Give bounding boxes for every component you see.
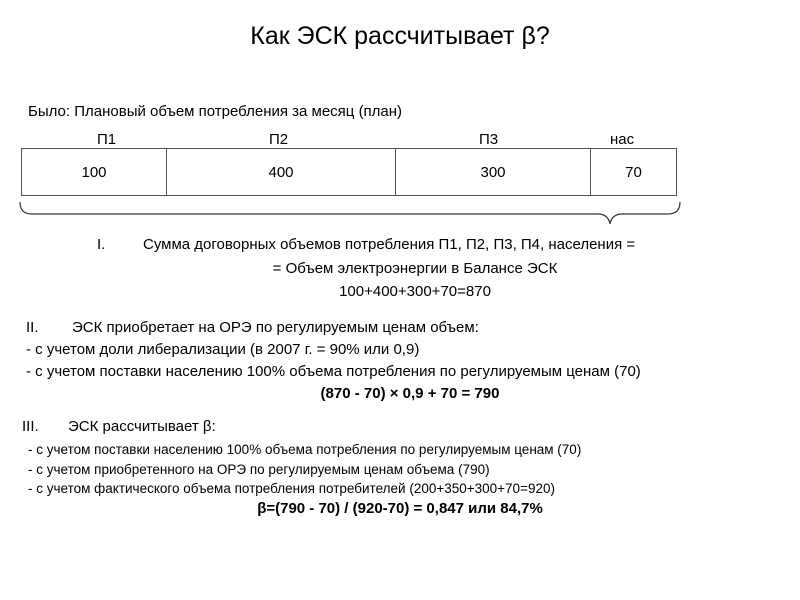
section3-item3: - с учетом фактического объема потребления потребителей (200+350+300+70=920) — [28, 481, 555, 496]
section3-item1: - с учетом поставки населению 100% объема потребления по регулируемым ценам (70) — [28, 442, 582, 457]
section2-item1: - с учетом доли либерализации (в 2007 г. = 90% или 0,9) — [26, 341, 420, 358]
cell-population: 70 — [625, 163, 642, 181]
header-p3: П3 — [479, 131, 499, 148]
cell-p1: 100 — [22, 149, 167, 195]
intro-text: Было: Плановый объем потребления за месяц (план) — [28, 103, 403, 120]
header-p1: П1 — [97, 131, 117, 148]
section2-numeral: II. — [26, 319, 39, 336]
section1-line2: = Объем электроэнергии в Балансе ЭСК — [272, 260, 558, 277]
section2-heading: ЭСК приобретает на ОРЭ по регулируемым ценам объем: — [72, 319, 479, 336]
header-p2: П2 — [269, 131, 289, 148]
section3-heading: ЭСК рассчитывает β: — [68, 418, 216, 435]
section1-line1: Сумма договорных объемов потребления П1, П2, П3, П4, населения = — [143, 236, 636, 253]
header-population: нас — [610, 131, 635, 148]
section3-formula: β=(790 - 70) / (920-70) = 0,847 или 84,7% — [257, 500, 543, 517]
cell-p3: 300 — [396, 149, 591, 195]
section1-numeral: I. — [97, 236, 106, 253]
section3-item2: - с учетом приобретенного на ОРЭ по регулируемым ценам объема (790) — [28, 462, 490, 477]
section1-line3: 100+400+300+70=870 — [339, 283, 491, 300]
cell-p2: 400 — [167, 149, 396, 195]
curly-brace-icon — [18, 198, 688, 228]
page-title: Как ЭСК рассчитывает β? — [250, 22, 550, 50]
section2-item2: - с учетом поставки населению 100% объема потребления по регулируемым ценам (70) — [26, 363, 641, 380]
consumption-bar — [21, 148, 677, 196]
section3-numeral: III. — [22, 418, 39, 435]
section2-formula: (870 - 70) × 0,9 + 70 = 790 — [320, 385, 500, 402]
